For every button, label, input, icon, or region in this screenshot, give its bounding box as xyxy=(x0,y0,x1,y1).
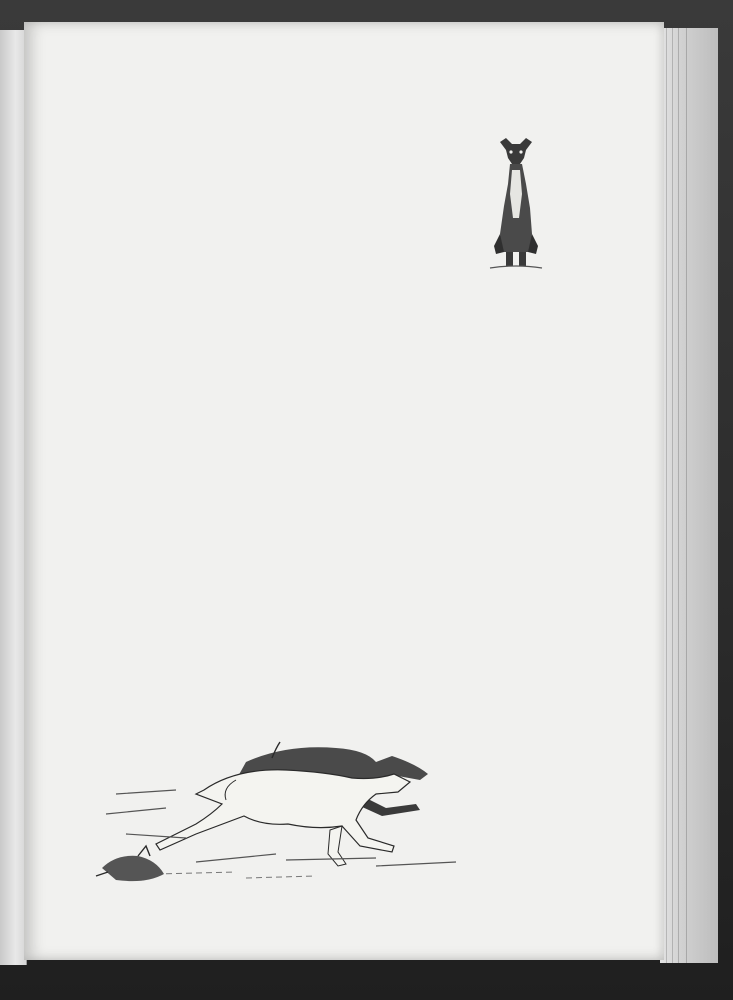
chasing-dogs-illustration-icon xyxy=(76,734,476,894)
sitting-dog-illustration-icon xyxy=(486,134,546,274)
page-stack-edge xyxy=(660,28,718,963)
left-page-edge xyxy=(0,30,27,965)
book-page xyxy=(24,22,664,960)
